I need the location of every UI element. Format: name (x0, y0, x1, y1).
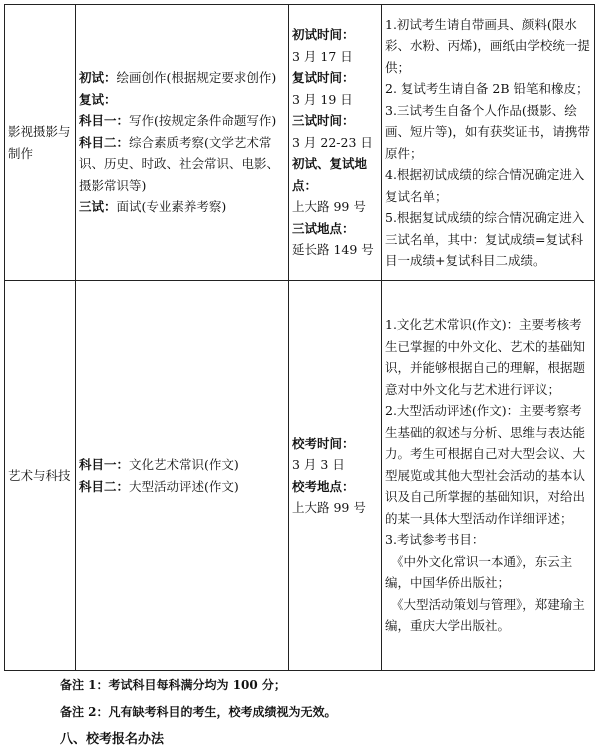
major-cell: 艺术与科技 (5, 281, 76, 671)
table-row (5, 5, 595, 281)
subject-line: 科目二：大型活动评述(作文) (79, 478, 239, 494)
subjects-cell (76, 281, 289, 671)
place-value: 延长路 149 号 (292, 242, 374, 258)
place-label: 三试地点： (292, 220, 355, 236)
section-heading: 八、校考报名办法 (60, 732, 165, 747)
subject-line: 三试：面试(专业素养考察) (79, 199, 227, 215)
subject-line: 科目一：写作(按规定条件命题写作) (79, 113, 277, 129)
note-item: 2.大型活动评述(作文)：主要考察考生基础的叙述与分析、思维与表达能力。考生可根据自己对大型会议、大型展览或其他大型社会活动的基本认识及自己所掌握的基础知识，对给出的某一具体大型活动作详细评述； (385, 403, 586, 526)
subject-line: 初试：绘画创作(根据规定要求创作) (79, 70, 277, 86)
note-item: 1.初试考生请自带画具、颜料(限水彩、水粉、丙烯)，画纸由学校统一提供； (385, 16, 590, 75)
subjects-cell (76, 5, 289, 281)
place-label: 初试、复试地点： (292, 156, 368, 193)
time-value: 3 月 19 日 (292, 91, 353, 107)
time-value: 3 月 22-23 日 (292, 134, 373, 150)
notes-cell (382, 281, 595, 671)
time-label: 复试时间： (292, 70, 355, 86)
subject-line: 科目一：文化艺术常识(作文) (79, 457, 239, 472)
place-label: 校考地点： (292, 478, 355, 494)
time-label: 校考时间： (292, 435, 355, 451)
table-row (5, 281, 595, 671)
note-item: 2. 复试考生请自备 2B 铅笔和橡皮； (385, 81, 589, 96)
time-label: 初试时间： (292, 27, 355, 43)
subject-line: 复试： (79, 91, 117, 107)
subject-line: 科目二：综合素质考察(文学艺术常识、历史、时政、社会常识、电影、摄影常识等) (79, 134, 280, 193)
footnote-2: 备注 2：凡有缺考科目的考生，校考成绩视为无效。 (60, 705, 337, 719)
note-item: 5.根据复试成绩的综合情况确定进入三试名单，其中：复试成绩=复试科目一成绩+复试科目二成绩。 (385, 210, 585, 268)
note-item: 《大型活动策划与管理》，郑建瑜主编，重庆大学出版社。 (385, 596, 585, 634)
note-item: 1.文化艺术常识(作文)：主要考核考生已掌握的中外文化、艺术的基础知识，并能够根据自己的理解，根据题意对中外文化与艺术进行评议； (385, 317, 586, 397)
place-value: 上大路 99 号 (292, 500, 366, 515)
time-place-cell (289, 281, 382, 671)
note-item: 4.根据初试成绩的综合情况确定进入复试名单； (385, 167, 585, 204)
time-label: 三试时间： (292, 113, 355, 129)
place-value: 上大路 99 号 (292, 199, 366, 215)
major-cell: 影视摄影与制作 (5, 5, 76, 281)
note-item: 3.三试考生自备个人作品(摄影、绘画、短片等)，如有获奖证书，请携带原件； (385, 102, 590, 161)
time-value: 3 月 17 日 (292, 48, 353, 64)
time-value: 3 月 3 日 (292, 457, 345, 472)
time-place-cell (289, 5, 382, 281)
notes-cell (382, 5, 595, 281)
exam-schedule-table (4, 4, 595, 671)
note-item: 《中外文化常识一本通》，东云主编，中国华侨出版社； (385, 553, 573, 591)
note-item: 3.考试参考书目： (385, 532, 485, 548)
footnote-1: 备注 1：考试科目每科满分均为 100 分； (60, 678, 286, 692)
